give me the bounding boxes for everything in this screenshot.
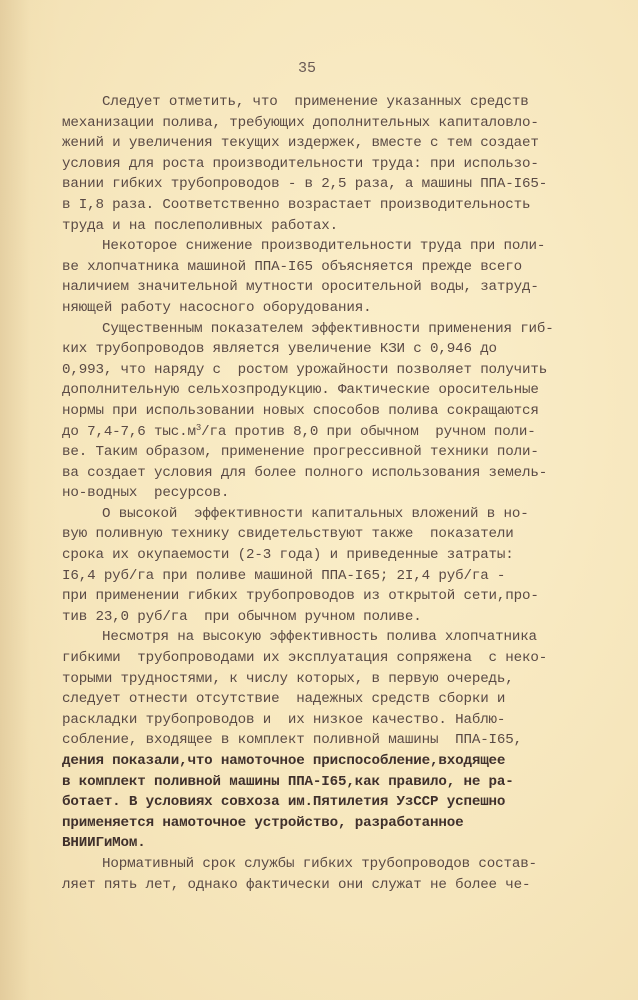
text-line: торыми трудностями, к числу которых, в первую очередь, xyxy=(62,670,514,687)
paragraph-1 xyxy=(62,92,602,236)
text-line: в комплект поливной машины ППА-I65,как правило, не ра- xyxy=(62,773,514,790)
text-line: ботает. В условиях совхоза им.Пятилетия УзССР успешно xyxy=(62,794,506,811)
text-line: ве. Таким образом, применение прогрессивной техники поли- xyxy=(62,444,539,461)
text-line: условия для роста производительности труда: при использо- xyxy=(62,155,539,172)
text-line: раскладки трубопроводов и их низкое качество. Наблю- xyxy=(62,711,506,728)
text-line: 0,993, что наряду с ростом урожайности позволяет получить xyxy=(62,361,548,378)
text-segment: до 7,4-7,6 тыс.м xyxy=(62,423,196,440)
text-line: ких трубопроводов является увеличение КЗИ с 0,946 до xyxy=(62,341,497,358)
text-line: нормы при использовании новых способов полива сокращаются xyxy=(62,402,539,419)
text-line: ве хлопчатника машиной ППА-I65 объясняется прежде всего xyxy=(62,258,523,275)
text-line: применяется намоточное устройство, разработанное xyxy=(62,814,464,831)
text-line: Нормативный срок службы гибких трубопроводов состав- xyxy=(102,855,537,872)
superscript: 3 xyxy=(195,422,202,433)
text-line: ВНИИГиМом. xyxy=(62,835,146,852)
text-line: О высокой эффективности капитальных вложений в но- xyxy=(102,505,529,522)
text-line: жений и увеличения текущих издержек, вместе с тем создает xyxy=(62,135,539,152)
text-line: Следует отметить, что применение указанных средств xyxy=(102,94,529,110)
paragraph-6 xyxy=(62,854,602,895)
text-line: но-водных ресурсов. xyxy=(62,485,230,502)
text-line: механизации полива, требующих дополнительных капиталовло- xyxy=(62,114,539,131)
paragraph-2 xyxy=(62,236,602,318)
text-line: Существенным показателем эффективности применения гиб- xyxy=(102,320,554,337)
text-line: ляет пять лет, однако фактически они служат не более че- xyxy=(62,876,531,893)
text-line: срока их окупаемости (2-3 года) и приведенные затраты: xyxy=(62,547,514,564)
text-line: следует отнести отсутствие надежных средств сборки и xyxy=(62,691,506,708)
text-line: собление, входящее в комплект поливной машины ППА-I65, xyxy=(62,732,523,749)
text-line: гибкими трубопроводами их эксплуатация сопряжена с неко- xyxy=(62,650,548,667)
text-line: няющей работу насосного оборудования. xyxy=(62,299,372,316)
paragraph-3 xyxy=(62,319,602,504)
text-line-with-superscript xyxy=(62,422,602,443)
text-segment: /га против 8,0 при обычном ручном поли- xyxy=(201,423,536,440)
text-line: дополнительную сельхозпродукцию. Фактические оросительные xyxy=(62,382,539,399)
text-line: в I,8 раза. Соответственно возрастает производительность xyxy=(62,196,531,213)
text-line: дения показали,что намоточное приспособление,входящее xyxy=(62,753,506,769)
text-line: I6,4 руб/га при поливе машиной ППА-I65; 2I,4 руб/га - xyxy=(62,567,506,584)
text-line: наличием значительной мутности оросительной воды, затруд- xyxy=(62,279,539,296)
paragraph-4 xyxy=(62,504,602,628)
text-line: труда и на послеполивных работах. xyxy=(62,217,339,234)
text-line: Некоторое снижение производительности труда при поли- xyxy=(102,238,546,255)
page-number: 35 xyxy=(298,60,317,77)
paragraph-5 xyxy=(62,627,602,854)
text-line: при применении гибких трубопроводов из открытой сети,про- xyxy=(62,588,539,605)
text-line: Несмотря на высокую эффективность полива хлопчатника xyxy=(102,629,537,646)
body-text xyxy=(62,92,602,895)
text-line: ва создает условия для более полного использования земель- xyxy=(62,464,548,481)
text-line: тив 23,0 руб/га при обычном ручном поливе. xyxy=(62,608,422,625)
text-line: вании гибких трубопроводов - в 2,5 раза, а машины ППА-I65- xyxy=(62,176,548,193)
text-line: вую поливную технику свидетельствуют также показатели xyxy=(62,526,514,543)
